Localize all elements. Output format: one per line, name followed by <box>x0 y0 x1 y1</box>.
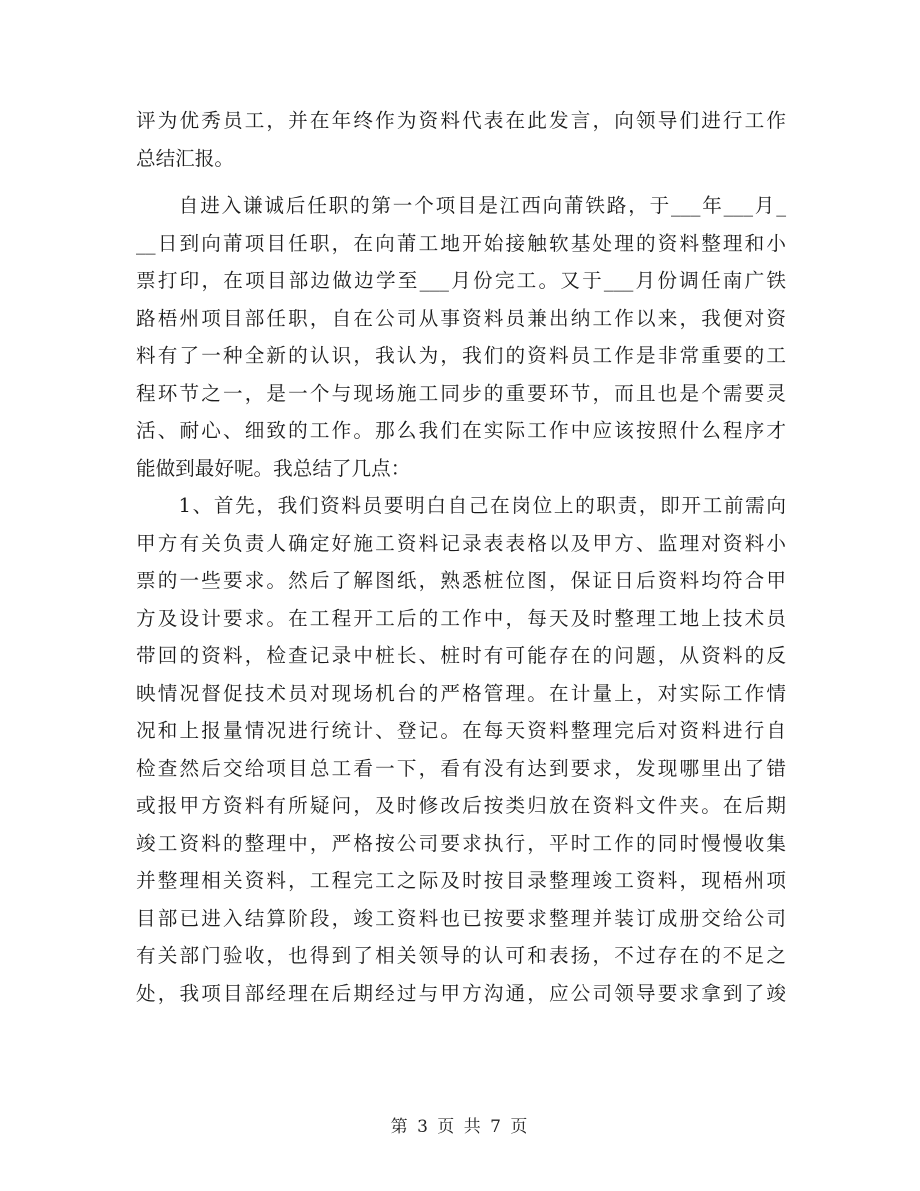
page-number-footer: 第 3 页 共 7 页 <box>390 1117 530 1137</box>
text-line: 方及设计要求。在工程开工后的工作中，每天及时整理工地上技术员 <box>136 606 786 630</box>
text-line: 带回的资料，检查记录中桩长、桩时有可能存在的问题，从资料的反 <box>136 644 786 667</box>
text-line: 票打印，在项目部边做边学至___月份完工。又于___月份调任南广铁 <box>136 269 786 292</box>
text-line: 能做到最好呢。我总结了几点： <box>136 456 411 480</box>
text-line: 并整理相关资料，工程完工之际及时按目录整理竣工资料，现梧州项 <box>136 869 786 892</box>
text-line: 评为优秀员工，并在年终作为资料代表在此发言，向领导们进行工作 <box>136 109 786 132</box>
text-line: 况和上报量情况进行统计、登记。在每天资料整理完后对资料进行自 <box>136 719 786 742</box>
text-line: 处，我项目部经理在后期经过与甲方沟通，应公司领导要求拿到了竣 <box>136 981 786 1005</box>
text-line: 映情况督促技术员对现场机台的严格管理。在计量上，对实际工作情 <box>136 681 786 705</box>
text-line: 程环节之一，是一个与现场施工同步的重要环节，而且也是个需要灵 <box>136 381 786 405</box>
text-line: 1、首先，我们资料员要明白自己在岗位上的职责，即开工前需向 <box>136 494 786 517</box>
document-body <box>136 102 786 1012</box>
text-line: 或报甲方资料有所疑问，及时修改后按类归放在资料文件夹。在后期 <box>136 794 786 817</box>
text-line: 料有了一种全新的认识，我认为，我们的资料员工作是非常重要的工 <box>136 344 786 367</box>
text-line: 总结汇报。 <box>136 146 234 170</box>
text-line: __日到向莆项目任职，在向莆工地开始接触软基处理的资料整理和小 <box>136 231 786 255</box>
text-line: 自进入谦诚后任职的第一个项目是江西向莆铁路，于___年___月_ <box>136 194 786 217</box>
text-line: 竣工资料的整理中，严格按公司要求执行，平时工作的同时慢慢收集 <box>136 831 786 855</box>
text-line: 甲方有关负责人确定好施工资料记录表表格以及甲方、监理对资料小 <box>136 531 786 555</box>
text-line: 有关部门验收，也得到了相关领导的认可和表扬，不过存在的不足之 <box>136 944 786 967</box>
text-line: 检查然后交给项目总工看一下，看有没有达到要求，发现哪里出了错 <box>136 756 786 780</box>
text-line: 路梧州项目部任职，自在公司从事资料员兼出纳工作以来，我便对资 <box>136 306 786 330</box>
text-line: 目部已进入结算阶段，竣工资料也已按要求整理并装订成册交给公司 <box>136 906 786 930</box>
text-line: 活、耐心、细致的工作。那么我们在实际工作中应该按照什么程序才 <box>136 419 786 442</box>
text-line: 票的一些要求。然后了解图纸，熟悉桩位图，保证日后资料均符合甲 <box>136 569 786 592</box>
